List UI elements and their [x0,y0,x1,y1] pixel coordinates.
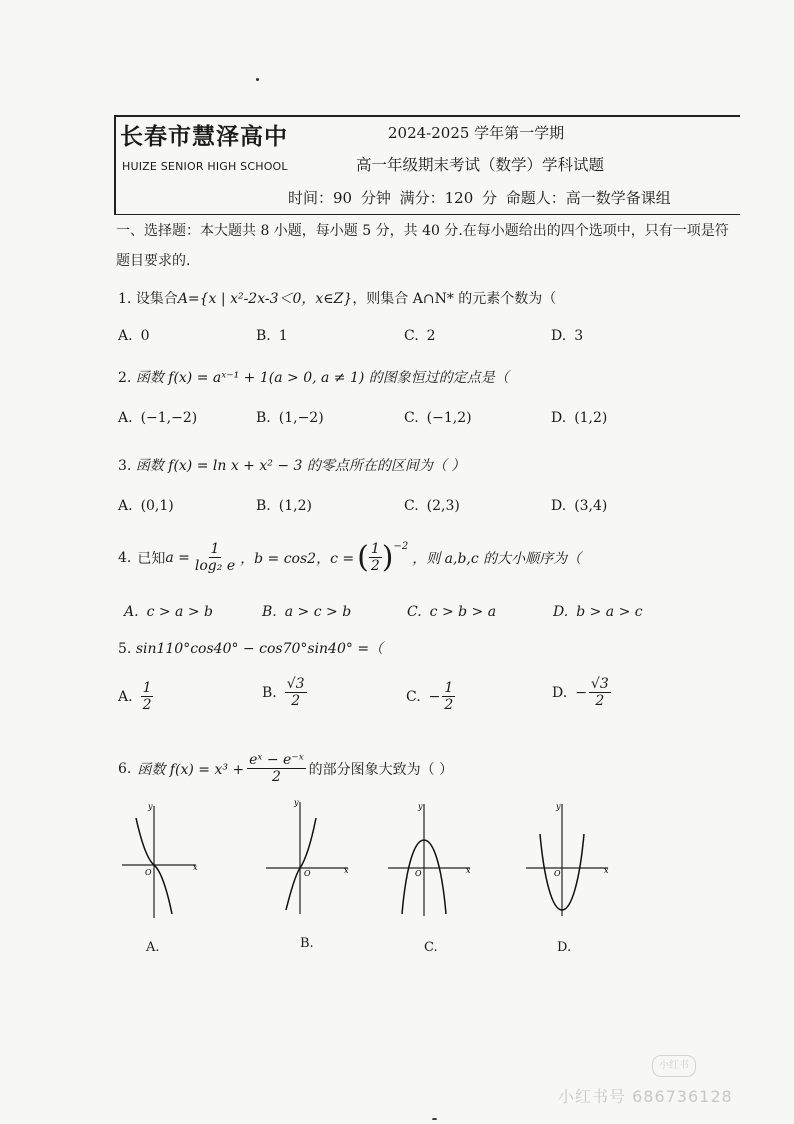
set-definition: A={x | x²-2x-3＜0，x∈Z} [177,291,353,307]
left-paren: ( [357,539,369,575]
fraction-c: $\frac{1}{2}$ [370,541,380,575]
question-number: 6. [118,760,132,777]
question-1 [118,288,556,308]
question-text: 函数 f(x) = x³ + [137,761,245,778]
question-text: ，b = cos2，c = [240,550,355,567]
question-text: 已知 [137,550,166,567]
fraction-exp: $\frac{\text{eˣ − e⁻ˣ}}{2}$ [249,752,304,786]
school-name-en: HUIZE SENIOR HIGH SCHOOL [122,160,288,173]
question-2 [118,367,509,387]
option-b[interactable]: B. (1,2) [256,498,312,514]
question-5 [118,638,383,658]
option-c[interactable]: C. (−1,2) [404,410,472,426]
axis-label-y: y [148,802,153,811]
question-number: 5. [118,641,132,657]
axis-label-y: y [294,798,299,807]
section-heading-cont: 题目要求的. [116,253,191,269]
question-number: 2. [118,370,132,386]
option-d[interactable]: D. 3 [551,328,584,344]
origin-label: O [415,869,422,878]
section-heading: 一、选择题：本大题共 8 小题，每小题 5 分，共 40 分.在每小题给出的四个选项中，只有一项是符 [116,223,729,239]
option-a[interactable]: A. (−1,−2) [118,410,198,426]
option-a[interactable]: A. c > a > b [124,604,213,620]
question-text: 函数 f(x) = ln x + x² − 3 的零点所在的区间为（ ） [135,458,466,474]
option-d[interactable]: D. (3,4) [551,498,608,514]
axis-label-x: x [466,866,471,875]
option-b[interactable]: B. $\frac{√3}{2}$ [262,676,305,710]
origin-label: O [304,869,311,878]
question-text: sin110°cos40° − cos70°sin40° =（ [135,641,384,657]
axis-label-x: x [344,866,349,875]
option-c[interactable]: C. (2,3) [404,498,460,514]
axis-label-y: y [418,802,423,811]
graph-a[interactable] [118,800,200,920]
option-b[interactable]: B. (1,−2) [256,410,324,426]
exam-info: 时间：90 分钟 满分：120 分 命题人：高一数学备课组 [288,189,671,207]
watermark-logo: 小红书 [652,1055,696,1077]
curve [286,818,316,910]
graph-d[interactable] [522,798,612,918]
question-number: 4. [118,549,132,566]
graph-label-a: A. [146,940,160,955]
graph-label-c: C. [424,940,438,955]
question-3 [118,455,465,475]
graph-label-b: B. [300,936,314,951]
question-number: 3. [118,458,132,474]
question-6 [118,752,453,785]
question-text: ，则集合 A∩N* 的元素个数为（ [352,291,557,307]
scan-speck [432,1118,437,1120]
option-c[interactable]: C. c > b > a [407,604,497,620]
option-d[interactable]: D. b > a > c [553,604,643,620]
exam-term: 2024-2025 学年第一学期 [388,124,565,142]
graph-label-d: D. [557,940,572,955]
right-paren: ) [381,539,394,575]
exam-title: 高一年级期末考试（数学）学科试题 [356,156,605,174]
origin-label: O [145,868,152,877]
scan-speck [256,78,259,81]
graph-c[interactable] [384,798,474,918]
option-a[interactable]: A. 0 [118,328,150,344]
watermark-text: 小红书号 686736128 [558,1087,733,1106]
option-b[interactable]: B. a > c > b [262,604,352,620]
graph-b[interactable] [262,796,352,916]
question-4 [118,541,581,574]
fraction-a: $\frac{1}{\text{log₂ e}}$ [194,541,236,575]
axis-label-x: x [193,863,198,872]
option-c[interactable]: C. − $\frac{1}{2}$ [406,680,454,714]
axis-label-x: x [604,866,609,875]
question-text: 的部分图象大致为（ ） [308,761,454,778]
origin-label: O [554,869,561,878]
option-d[interactable]: D. (1,2) [551,410,608,426]
question-text: 设集合 [135,291,178,307]
option-a[interactable]: A. $\frac{1}{2}$ [118,680,152,714]
exponent: −2 [393,541,409,552]
option-d[interactable]: D. − $\frac{√3}{2}$ [552,676,609,710]
option-a[interactable]: A. (0,1) [118,498,174,514]
option-b[interactable]: B. 1 [256,328,288,344]
axis-label-y: y [556,802,561,811]
option-c[interactable]: C. 2 [404,328,436,344]
question-number: 1. [118,291,132,307]
question-text: 函数 f(x) = aˣ⁻¹ + 1(a > 0, a ≠ 1) 的图象恒过的定点是（ [135,370,509,386]
var-a: a = [165,549,190,566]
question-text: ，则 a,b,c 的大小顺序为（ [412,550,582,567]
school-name-cn: 长春市慧泽高中 [120,123,288,150]
